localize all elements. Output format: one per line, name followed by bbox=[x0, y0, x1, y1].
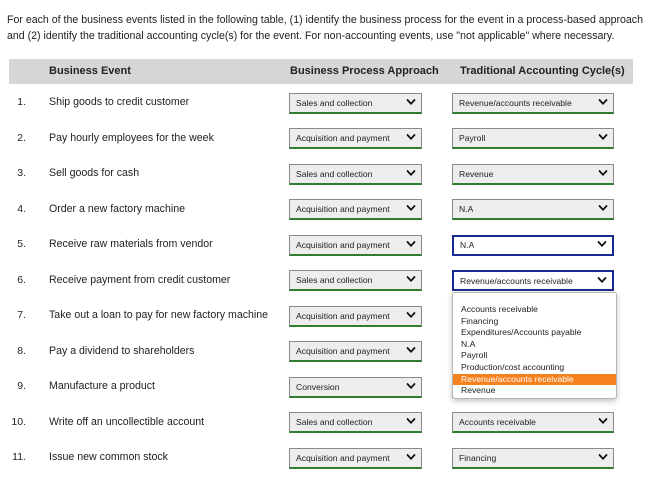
chevron-down-icon bbox=[406, 416, 416, 426]
chevron-down-icon bbox=[406, 310, 416, 320]
business-event-label: Sell goods for cash bbox=[49, 167, 140, 180]
table-row bbox=[9, 440, 633, 476]
dropdown-option[interactable]: N.A bbox=[461, 338, 476, 349]
selected-value: Accounts receivable bbox=[459, 417, 536, 428]
accounting-cycle-select[interactable] bbox=[452, 412, 614, 433]
selected-value: Conversion bbox=[296, 381, 340, 392]
header-traditional-accounting-cycle: Traditional Accounting Cycle(s) bbox=[460, 65, 625, 77]
chevron-down-icon bbox=[598, 416, 608, 426]
row-number: 1. bbox=[17, 96, 26, 109]
chevron-down-icon bbox=[598, 452, 608, 462]
chevron-down-icon bbox=[406, 381, 416, 391]
dropdown-option[interactable]: Expenditures/Accounts payable bbox=[461, 327, 582, 338]
accounting-cycle-select[interactable] bbox=[452, 128, 614, 149]
selected-value: Revenue/accounts receivable bbox=[459, 97, 572, 108]
row-number: 11. bbox=[12, 451, 26, 464]
chevron-down-icon bbox=[406, 239, 416, 249]
row-number: 10. bbox=[11, 415, 26, 428]
selected-value: N.A bbox=[459, 204, 474, 215]
accounting-cycle-select[interactable] bbox=[452, 448, 614, 469]
chevron-down-icon bbox=[406, 345, 416, 355]
business-process-select[interactable] bbox=[289, 306, 422, 327]
business-process-select[interactable] bbox=[289, 235, 422, 256]
business-event-label: Issue new common stock bbox=[49, 451, 168, 464]
chevron-down-icon bbox=[598, 168, 608, 178]
chevron-down-icon bbox=[406, 168, 416, 178]
chevron-down-icon bbox=[406, 203, 416, 213]
selected-value: Sales and collection bbox=[296, 168, 373, 179]
dropdown-option[interactable]: Financing bbox=[461, 315, 499, 326]
accounting-cycle-select[interactable] bbox=[452, 164, 614, 185]
selected-value: N.A bbox=[460, 240, 475, 251]
header-business-process-approach: Business Process Approach bbox=[290, 65, 439, 77]
chevron-down-icon bbox=[406, 274, 416, 284]
business-process-select[interactable] bbox=[289, 377, 422, 398]
row-number: 8. bbox=[17, 344, 26, 357]
dropdown-option[interactable]: Accounts receivable bbox=[461, 304, 538, 314]
business-process-select[interactable] bbox=[289, 341, 422, 362]
table-row bbox=[9, 404, 633, 440]
business-event-label: Write off an uncollectible account bbox=[49, 415, 205, 428]
business-process-select[interactable] bbox=[289, 199, 422, 220]
row-number: 9. bbox=[17, 380, 26, 393]
dropdown-option[interactable]: Payroll bbox=[461, 350, 488, 361]
chevron-down-icon bbox=[406, 132, 416, 142]
accounting-cycle-select[interactable] bbox=[452, 235, 614, 256]
accounting-cycle-select[interactable] bbox=[452, 199, 614, 220]
selected-value: Sales and collection bbox=[296, 97, 373, 108]
business-event-label: Receive payment from credit customer bbox=[49, 273, 231, 286]
row-number: 5. bbox=[17, 238, 26, 251]
business-event-label: Pay a dividend to shareholders bbox=[49, 344, 195, 357]
business-process-select[interactable] bbox=[289, 93, 422, 114]
selected-value: Sales and collection bbox=[296, 275, 373, 286]
selected-value: Acquisition and payment bbox=[296, 204, 390, 215]
table-row bbox=[9, 156, 633, 192]
chevron-down-icon bbox=[598, 132, 608, 142]
selected-value: Acquisition and payment bbox=[296, 239, 390, 250]
business-process-select[interactable] bbox=[289, 270, 422, 291]
table-row bbox=[9, 85, 633, 121]
table-row bbox=[9, 191, 633, 227]
chevron-down-icon bbox=[597, 275, 607, 285]
business-process-select[interactable] bbox=[289, 448, 422, 469]
business-process-select[interactable] bbox=[289, 412, 422, 433]
dropdown-option[interactable]: Revenue/accounts receivable bbox=[453, 374, 616, 386]
selected-value: Revenue/accounts receivable bbox=[460, 275, 573, 286]
chevron-down-icon bbox=[597, 239, 607, 249]
business-event-label: Receive raw materials from vendor bbox=[49, 238, 213, 251]
selected-value: Financing bbox=[459, 452, 497, 463]
row-number: 7. bbox=[17, 309, 26, 322]
chevron-down-icon bbox=[598, 97, 608, 107]
selected-value: Acquisition and payment bbox=[296, 310, 390, 321]
accounting-cycle-select[interactable] bbox=[452, 93, 614, 114]
business-event-label: Order a new factory machine bbox=[49, 202, 186, 215]
business-event-label: Ship goods to credit customer bbox=[49, 96, 190, 109]
accounting-cycle-dropdown-list bbox=[452, 292, 617, 399]
selected-value: Acquisition and payment bbox=[296, 452, 390, 463]
table-row bbox=[9, 227, 633, 263]
row-number: 2. bbox=[17, 131, 26, 144]
instructions-text: For each of the business events listed in the following table, (1) identify the business process for the event in a process-based approach and (2) identify the traditional accounting cycle(s) for the event. For non-accounting events, use "not applicable" where necessary. bbox=[7, 14, 643, 42]
selected-value: Revenue bbox=[459, 168, 494, 179]
chevron-down-icon bbox=[406, 452, 416, 462]
selected-value: Payroll bbox=[459, 133, 486, 144]
business-process-select[interactable] bbox=[289, 164, 422, 185]
chevron-down-icon bbox=[598, 203, 608, 213]
table-header bbox=[9, 59, 633, 84]
business-event-label: Manufacture a product bbox=[49, 380, 155, 393]
row-number: 6. bbox=[17, 273, 26, 286]
business-process-select[interactable] bbox=[289, 128, 422, 149]
selected-value: Acquisition and payment bbox=[296, 133, 390, 144]
table-row bbox=[9, 120, 633, 156]
selected-value: Sales and collection bbox=[296, 417, 373, 428]
selected-value: Acquisition and payment bbox=[296, 346, 390, 357]
row-number: 4. bbox=[17, 202, 26, 215]
business-event-label: Pay hourly employees for the week bbox=[49, 131, 214, 144]
header-business-event: Business Event bbox=[49, 65, 131, 77]
chevron-down-icon bbox=[406, 97, 416, 107]
accounting-cycle-select[interactable] bbox=[452, 270, 614, 291]
row-number: 3. bbox=[17, 167, 26, 180]
business-event-label: Take out a loan to pay for new factory machine bbox=[49, 309, 269, 322]
dropdown-option[interactable]: Production/cost accounting bbox=[461, 361, 565, 372]
dropdown-option[interactable]: Revenue bbox=[461, 385, 496, 396]
